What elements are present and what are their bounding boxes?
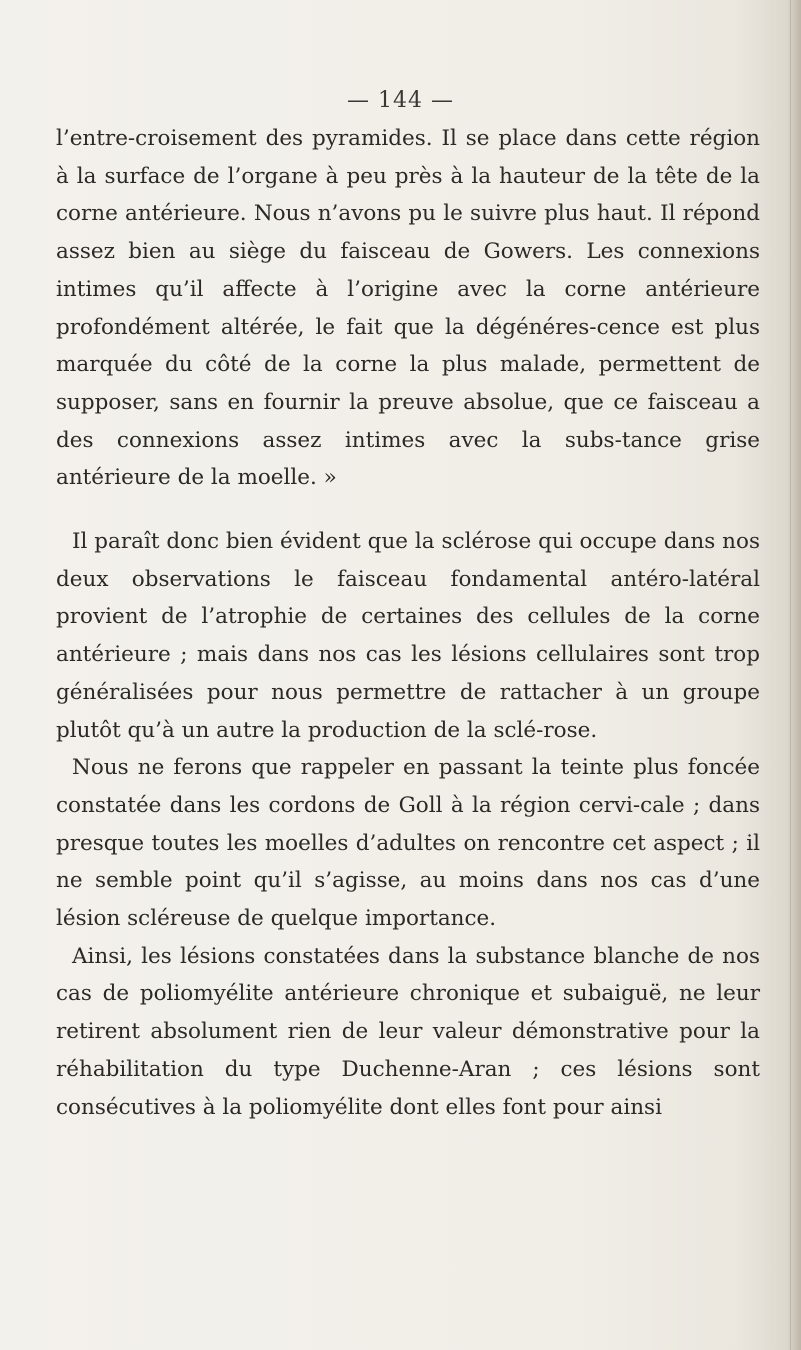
paragraph: Nous ne ferons que rappeler en passant la teinte plus foncée constatée dans les cordons de Goll à la région cervi-cale ; dans presque toutes les moelles d’adultes on rencontre cet aspect ; il ne semble point qu’il s’agisse, au moins dans nos cas d’une lésion scléreuse de quelque importance. xyxy=(56,755,760,932)
page-number-header: — 144 — xyxy=(347,88,454,113)
paragraph: Ainsi, les lésions constatées dans la substance blanche de nos cas de poliomyélite antérieure chronique et subaiguë, ne leur retirent absolument rien de leur valeur démonstrative pour la réhabilitation du type Duchenne-Aran ; ces lésions sont consécutives à la poliomyélite dont elles font pour ainsi xyxy=(56,943,760,1120)
paragraph-continuation: l’entre-croisement des pyramides. Il se place dans cette région à la surface de l’organe à peu près à la hauteur de la tête de la corne antérieure. Nous n’avons pu le suivre plus haut. Il répond assez bien au siège du faisceau de Gowers. Les connexions intimes qu’il affecte à l’origine avec la corne antérieure profondément altérée, le fait que la dégénéres-cence est plus marquée du côté de la corne la plus malade, permettent de supposer, sans en fournir la preuve absolue, que ce faisceau a des connexions assez intimes avec la subs-tance grise antérieure de la moelle. » xyxy=(56,126,760,491)
page-edge-line xyxy=(790,0,791,1350)
paragraph: Il paraît donc bien évident que la sclérose qui occupe dans nos deux observations le faisceau fondamental antéro-latéral provient de l’atrophie de certaines des cellules de la corne antérieure ; mais dans nos cas les lésions cellulaires sont trop généralisées pour nous permettre de rattacher à un groupe plutôt qu’à un autre la production de la sclé-rose. xyxy=(56,529,760,743)
body-text xyxy=(56,120,760,1126)
